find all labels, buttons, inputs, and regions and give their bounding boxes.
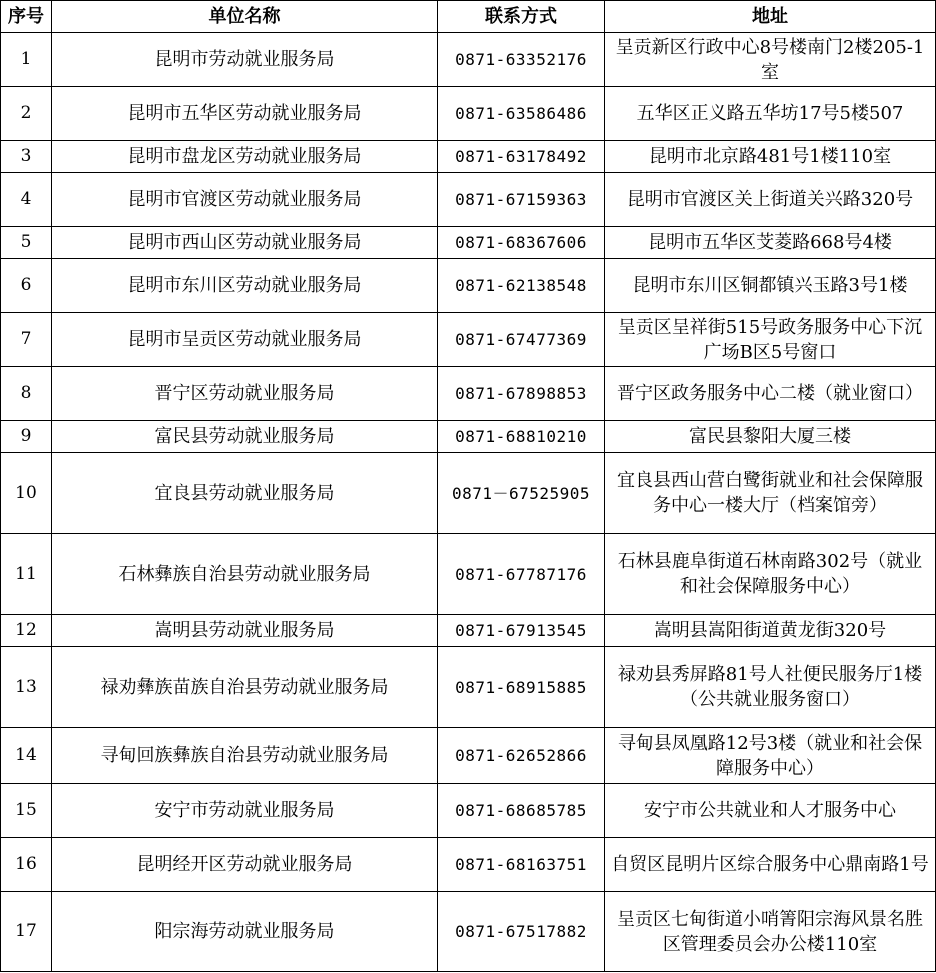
row-no: 2 — [1, 87, 52, 141]
row-phone: 0871-63178492 — [438, 141, 605, 173]
row-phone: 0871-67517882 — [438, 892, 605, 972]
row-address: 嵩明县嵩阳街道黄龙街320号 — [605, 615, 936, 647]
row-phone: 0871-67913545 — [438, 615, 605, 647]
row-no: 14 — [1, 728, 52, 784]
row-no: 13 — [1, 647, 52, 728]
header-unit-name: 单位名称 — [52, 1, 438, 33]
row-address: 昆明市五华区芠菱路668号4楼 — [605, 227, 936, 259]
row-unit-name: 昆明市呈贡区劳动就业服务局 — [52, 313, 438, 367]
row-address: 宜良县西山营白鹭街就业和社会保障服务中心一楼大厅（档案馆旁） — [605, 453, 936, 534]
row-address: 昆明市北京路481号1楼110室 — [605, 141, 936, 173]
table-row — [1, 784, 936, 838]
row-phone: 0871-68810210 — [438, 421, 605, 453]
row-unit-name: 禄劝彝族苗族自治县劳动就业服务局 — [52, 647, 438, 728]
row-phone: 0871-63352176 — [438, 33, 605, 87]
row-unit-name: 晋宁区劳动就业服务局 — [52, 367, 438, 421]
row-phone: 0871-62652866 — [438, 728, 605, 784]
row-unit-name: 昆明经开区劳动就业服务局 — [52, 838, 438, 892]
row-no: 17 — [1, 892, 52, 972]
table-row — [1, 838, 936, 892]
header-address: 地址 — [605, 1, 936, 33]
row-no: 8 — [1, 367, 52, 421]
row-address: 晋宁区政务服务中心二楼（就业窗口） — [605, 367, 936, 421]
table-row — [1, 259, 936, 313]
row-unit-name: 寻甸回族彝族自治县劳动就业服务局 — [52, 728, 438, 784]
table-row — [1, 33, 936, 87]
table-row — [1, 367, 936, 421]
table-row — [1, 615, 936, 647]
row-no: 10 — [1, 453, 52, 534]
row-phone: 0871-68163751 — [438, 838, 605, 892]
row-address: 安宁市公共就业和人才服务中心 — [605, 784, 936, 838]
row-phone: 0871-67787176 — [438, 534, 605, 615]
row-phone: 0871－67525905 — [438, 453, 605, 534]
table-row — [1, 534, 936, 615]
row-unit-name: 石林彝族自治县劳动就业服务局 — [52, 534, 438, 615]
row-no: 7 — [1, 313, 52, 367]
table-row — [1, 141, 936, 173]
row-address: 石林县鹿阜街道石林南路302号（就业和社会保障服务中心） — [605, 534, 936, 615]
row-address: 呈贡区七甸街道小哨箐阳宗海风景名胜区管理委员会办公楼110室 — [605, 892, 936, 972]
row-phone: 0871-67477369 — [438, 313, 605, 367]
row-phone: 0871-68367606 — [438, 227, 605, 259]
row-phone: 0871-63586486 — [438, 87, 605, 141]
row-phone: 0871-67898853 — [438, 367, 605, 421]
row-no: 15 — [1, 784, 52, 838]
row-no: 1 — [1, 33, 52, 87]
row-address: 寻甸县凤凰路12号3楼（就业和社会保障服务中心） — [605, 728, 936, 784]
row-unit-name: 昆明市西山区劳动就业服务局 — [52, 227, 438, 259]
table-header-row — [1, 1, 936, 33]
row-unit-name: 昆明市劳动就业服务局 — [52, 33, 438, 87]
row-unit-name: 嵩明县劳动就业服务局 — [52, 615, 438, 647]
row-no: 11 — [1, 534, 52, 615]
row-unit-name: 昆明市官渡区劳动就业服务局 — [52, 173, 438, 227]
table-row — [1, 453, 936, 534]
row-phone: 0871-67159363 — [438, 173, 605, 227]
row-no: 16 — [1, 838, 52, 892]
row-address: 呈贡区呈祥街515号政务服务中心下沉广场B区5号窗口 — [605, 313, 936, 367]
row-no: 4 — [1, 173, 52, 227]
table-row — [1, 87, 936, 141]
row-unit-name: 昆明市东川区劳动就业服务局 — [52, 259, 438, 313]
row-unit-name: 富民县劳动就业服务局 — [52, 421, 438, 453]
row-unit-name: 安宁市劳动就业服务局 — [52, 784, 438, 838]
row-address: 呈贡新区行政中心8号楼南门2楼205-1室 — [605, 33, 936, 87]
row-no: 3 — [1, 141, 52, 173]
row-phone: 0871-68915885 — [438, 647, 605, 728]
row-address: 富民县黎阳大厦三楼 — [605, 421, 936, 453]
row-address: 禄劝县秀屏路81号人社便民服务厅1楼（公共就业服务窗口） — [605, 647, 936, 728]
row-address: 昆明市东川区铜都镇兴玉路3号1楼 — [605, 259, 936, 313]
header-no: 序号 — [1, 1, 52, 33]
table-row — [1, 173, 936, 227]
row-no: 9 — [1, 421, 52, 453]
row-address: 昆明市官渡区关上街道关兴路320号 — [605, 173, 936, 227]
row-address: 自贸区昆明片区综合服务中心鼎南路1号 — [605, 838, 936, 892]
table-row — [1, 421, 936, 453]
row-phone: 0871-62138548 — [438, 259, 605, 313]
row-no: 12 — [1, 615, 52, 647]
row-no: 6 — [1, 259, 52, 313]
row-no: 5 — [1, 227, 52, 259]
row-address: 五华区正义路五华坊17号5楼507 — [605, 87, 936, 141]
table-row — [1, 313, 936, 367]
row-phone: 0871-68685785 — [438, 784, 605, 838]
row-unit-name: 宜良县劳动就业服务局 — [52, 453, 438, 534]
table-row — [1, 227, 936, 259]
row-unit-name: 昆明市盘龙区劳动就业服务局 — [52, 141, 438, 173]
header-contact: 联系方式 — [438, 1, 605, 33]
table-row — [1, 647, 936, 728]
row-unit-name: 阳宗海劳动就业服务局 — [52, 892, 438, 972]
table-row — [1, 892, 936, 972]
row-unit-name: 昆明市五华区劳动就业服务局 — [52, 87, 438, 141]
table-row — [1, 728, 936, 784]
